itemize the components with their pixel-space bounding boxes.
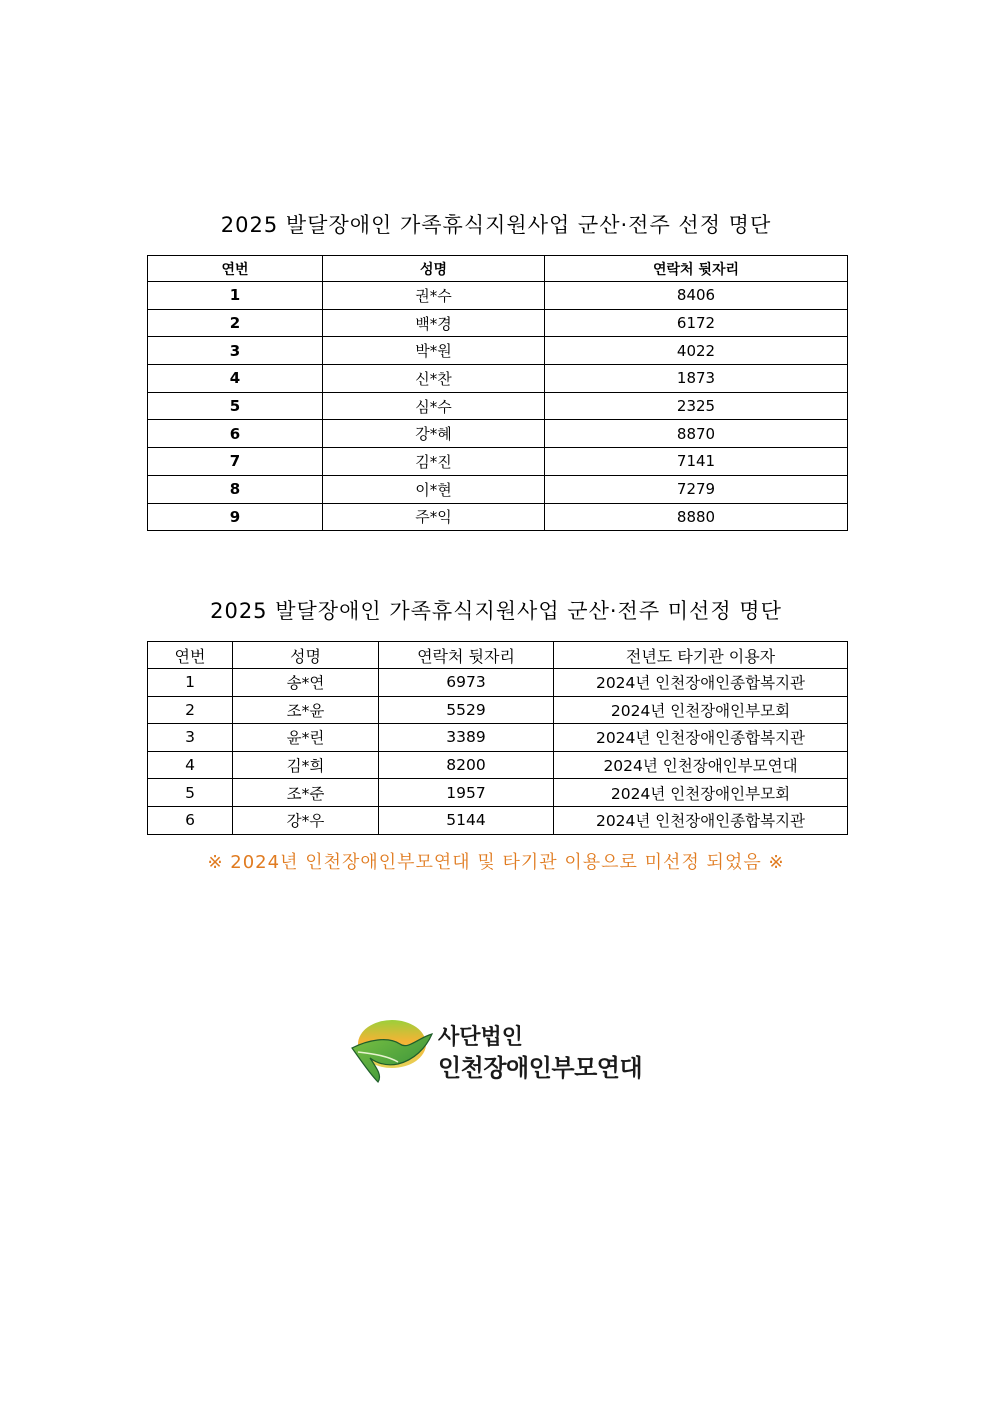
cell-name: 강*우 xyxy=(233,806,379,834)
table-row xyxy=(148,696,848,724)
logo-subtitle: 사단법인 xyxy=(438,1025,524,1050)
table-row xyxy=(148,365,848,393)
table-row xyxy=(148,806,848,834)
cell-name: 조*윤 xyxy=(233,696,379,724)
cell-number: 5 xyxy=(148,392,323,420)
cell-name: 백*경 xyxy=(323,309,545,337)
cell-phone: 8406 xyxy=(545,282,848,310)
cell-phone: 8200 xyxy=(379,751,554,779)
cell-number: 6 xyxy=(148,806,233,834)
unselected-list-title: 2025 발달장애인 가족휴식지원사업 군산·전주 미선정 명단 xyxy=(210,599,782,623)
table-row xyxy=(148,669,848,697)
cell-phone: 8880 xyxy=(545,503,848,531)
table-header-row xyxy=(148,256,848,282)
cell-name: 권*수 xyxy=(323,282,545,310)
selected-list-table xyxy=(147,255,848,531)
cell-name: 주*익 xyxy=(323,503,545,531)
cell-name: 송*연 xyxy=(233,669,379,697)
cell-number: 2 xyxy=(148,309,323,337)
cell-prior-agency: 2024년 인천장애인종합복지관 xyxy=(554,724,848,752)
cell-name: 윤*린 xyxy=(233,724,379,752)
column-header-prior-agency: 전년도 타기관 이용자 xyxy=(554,642,848,669)
green-leaf-sunrise-icon xyxy=(348,1014,438,1086)
cell-prior-agency: 2024년 인천장애인부모회 xyxy=(554,696,848,724)
cell-phone: 7279 xyxy=(545,475,848,503)
selected-list-title: 2025 발달장애인 가족휴식지원사업 군산·전주 선정 명단 xyxy=(220,213,772,237)
cell-number: 3 xyxy=(148,337,323,365)
table-row xyxy=(148,751,848,779)
column-header-name: 성명 xyxy=(323,256,545,282)
table-row xyxy=(148,724,848,752)
logo-name: 인천장애인부모연대 xyxy=(438,1054,643,1082)
cell-number: 4 xyxy=(148,751,233,779)
cell-number: 3 xyxy=(148,724,233,752)
cell-name: 이*현 xyxy=(323,475,545,503)
cell-phone: 8870 xyxy=(545,420,848,448)
cell-prior-agency: 2024년 인천장애인종합복지관 xyxy=(554,806,848,834)
cell-prior-agency: 2024년 인천장애인부모연대 xyxy=(554,751,848,779)
unselected-note: ※ 2024년 인천장애인부모연대 및 타기관 이용으로 미선정 되었음 ※ xyxy=(207,852,785,873)
cell-name: 조*준 xyxy=(233,779,379,807)
cell-number: 9 xyxy=(148,503,323,531)
cell-name: 심*수 xyxy=(323,392,545,420)
table-row xyxy=(148,337,848,365)
cell-prior-agency: 2024년 인천장애인부모회 xyxy=(554,779,848,807)
table-row xyxy=(148,309,848,337)
cell-prior-agency: 2024년 인천장애인종합복지관 xyxy=(554,669,848,697)
table-row xyxy=(148,503,848,531)
cell-name: 김*희 xyxy=(233,751,379,779)
cell-phone: 7141 xyxy=(545,448,848,476)
cell-name: 신*찬 xyxy=(323,365,545,393)
cell-number: 2 xyxy=(148,696,233,724)
table-row xyxy=(148,282,848,310)
cell-phone: 4022 xyxy=(545,337,848,365)
table-row xyxy=(148,420,848,448)
cell-number: 5 xyxy=(148,779,233,807)
cell-phone: 6172 xyxy=(545,309,848,337)
column-header-number: 연번 xyxy=(148,642,233,669)
column-header-phone: 연락처 뒷자리 xyxy=(545,256,848,282)
table-row xyxy=(148,475,848,503)
cell-number: 1 xyxy=(148,282,323,310)
cell-number: 1 xyxy=(148,669,233,697)
organization-logo xyxy=(348,1014,658,1094)
cell-name: 강*혜 xyxy=(323,420,545,448)
cell-phone: 6973 xyxy=(379,669,554,697)
table-row xyxy=(148,392,848,420)
cell-phone: 3389 xyxy=(379,724,554,752)
column-header-number: 연번 xyxy=(148,256,323,282)
unselected-list-table xyxy=(147,641,848,835)
cell-phone: 1873 xyxy=(545,365,848,393)
cell-number: 6 xyxy=(148,420,323,448)
table-row xyxy=(148,448,848,476)
column-header-phone: 연락처 뒷자리 xyxy=(379,642,554,669)
table-row xyxy=(148,779,848,807)
cell-phone: 5529 xyxy=(379,696,554,724)
table-header-row xyxy=(148,642,848,669)
column-header-name: 성명 xyxy=(233,642,379,669)
cell-phone: 5144 xyxy=(379,806,554,834)
cell-name: 박*원 xyxy=(323,337,545,365)
cell-number: 4 xyxy=(148,365,323,393)
cell-number: 8 xyxy=(148,475,323,503)
cell-phone: 1957 xyxy=(379,779,554,807)
cell-number: 7 xyxy=(148,448,323,476)
cell-phone: 2325 xyxy=(545,392,848,420)
cell-name: 김*진 xyxy=(323,448,545,476)
